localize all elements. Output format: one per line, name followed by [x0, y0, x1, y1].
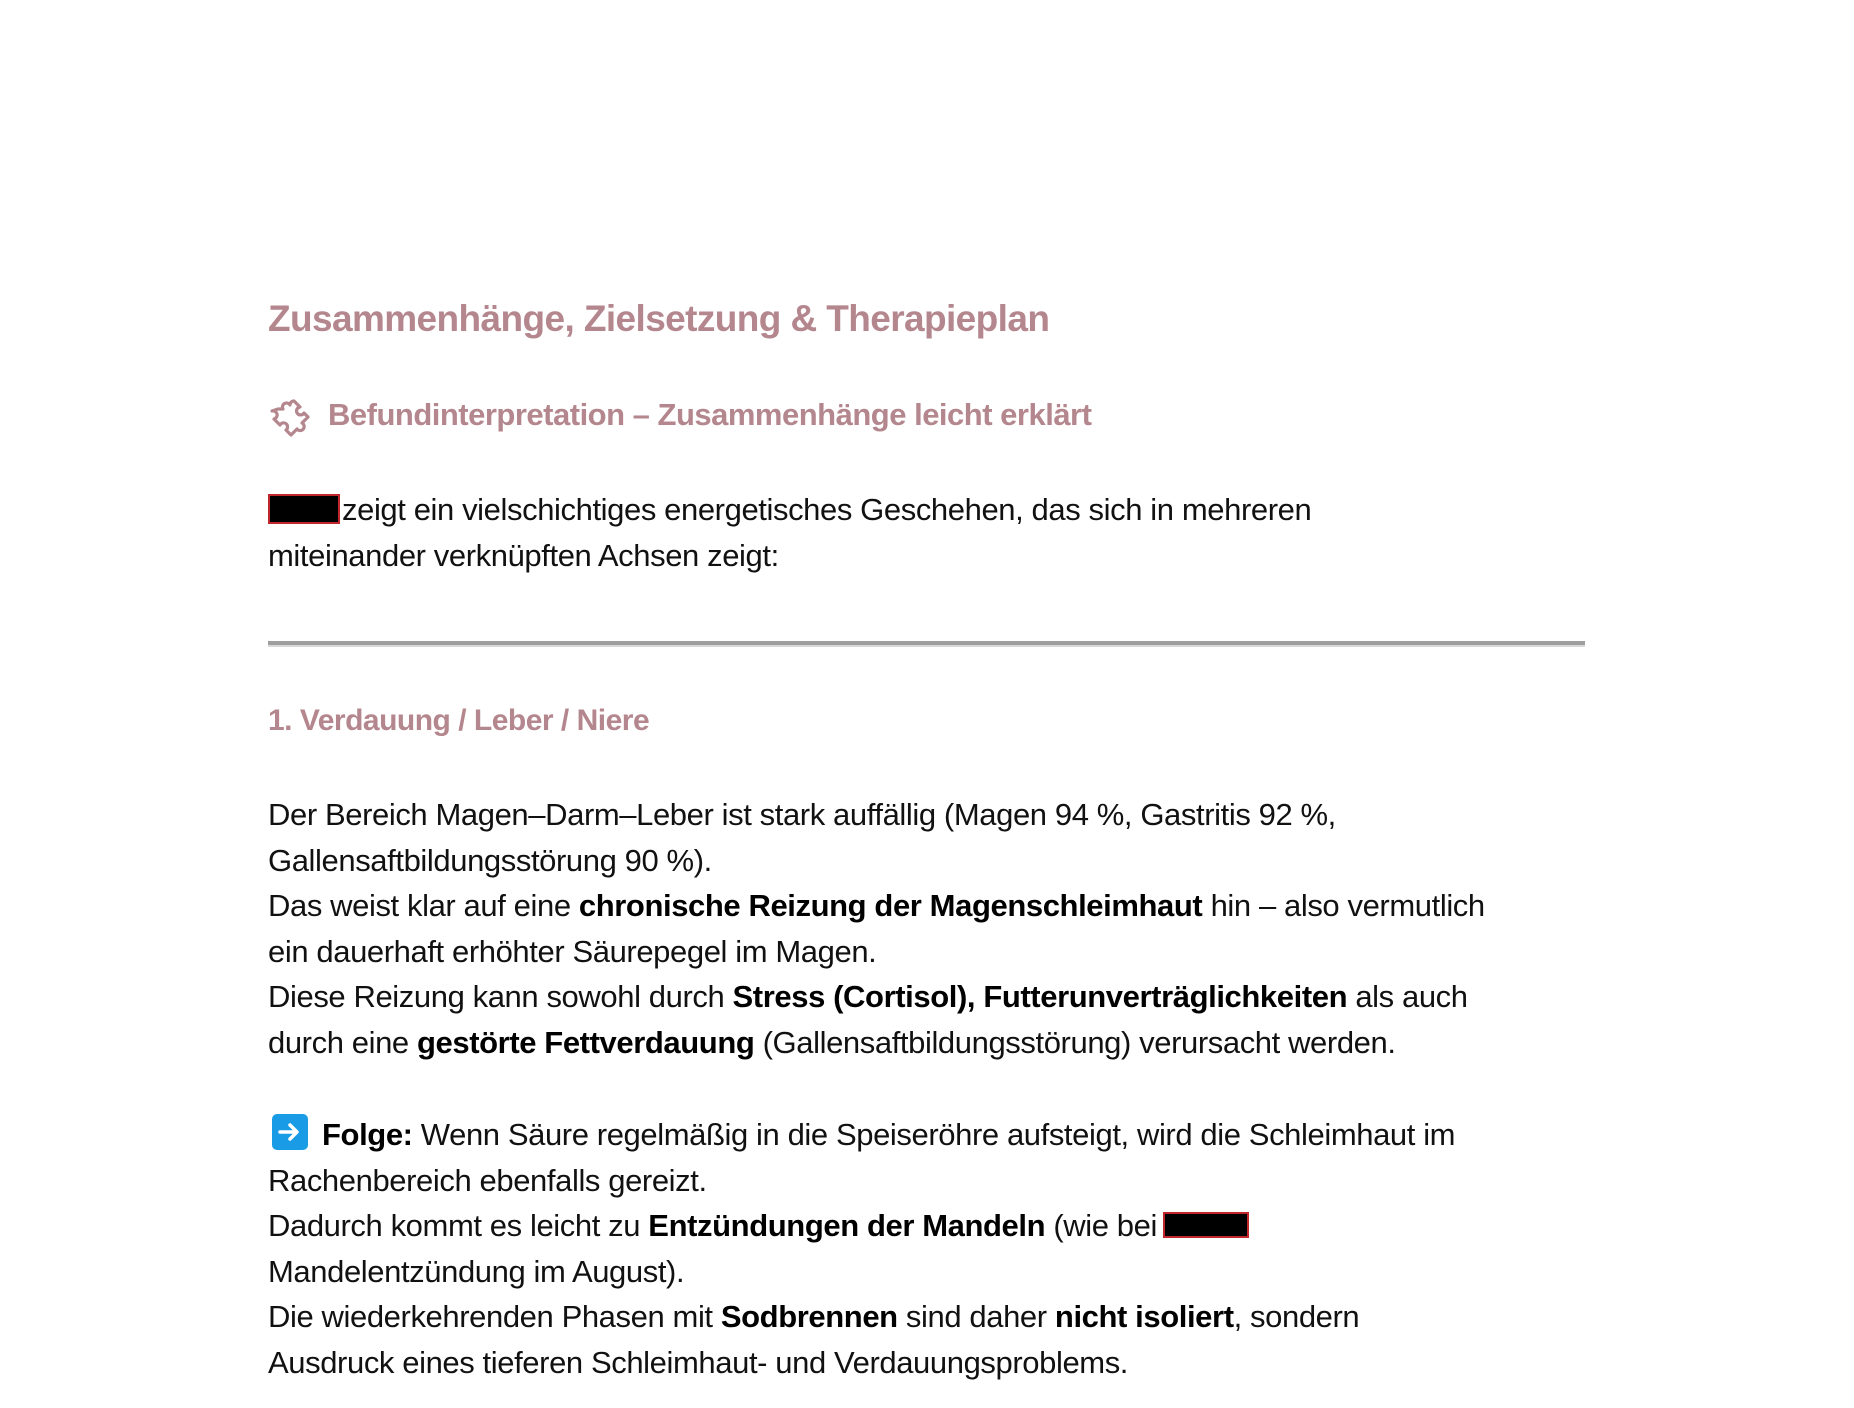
text-line: Diese Reizung kann sowohl durch Stress (Cortisol), Futterunverträglichkeiten als auch: [268, 979, 1468, 1014]
text-line: Gallensaftbildungsstörung 90 %).: [268, 842, 712, 878]
text-line: Ausdruck eines tieferen Schleimhaut- und Verdauungsproblems.: [268, 1344, 1129, 1380]
text-line: Rachenbereich ebenfalls gereizt.: [268, 1162, 707, 1198]
emphasis: gestörte Fettverdauung: [416, 1024, 755, 1060]
section-subtitle: [268, 393, 1091, 437]
redacted-name: [268, 494, 340, 524]
intro-paragraph: [268, 487, 1608, 578]
emphasis: Sodbrennen: [720, 1299, 898, 1334]
emphasis: nicht isoliert: [1054, 1299, 1234, 1334]
puzzle-icon: [268, 393, 312, 437]
section-heading-verdauung: 1. Verdauung / Leber / Niere: [268, 704, 650, 737]
text-line: Dadurch kommt es leicht zu Entzündungen der Mandeln (wie bei: [268, 1203, 1608, 1249]
page-title: Zusammenhänge, Zielsetzung & Therapieplan: [268, 298, 1050, 339]
text-line: durch eine gestörte Fettverdauung (Gallensaftbildungsstörung) verursacht werden.: [268, 1024, 1396, 1060]
subtitle-text: Befundinterpretation – Zusammenhänge leicht erklärt: [328, 397, 1092, 432]
emphasis: Folge:: [322, 1117, 413, 1152]
redacted-name: [1163, 1212, 1249, 1238]
intro-line-2: miteinander verknüpften Achsen zeigt:: [268, 537, 779, 573]
text-line: Die wiederkehrenden Phasen mit Sodbrennen sind daher nicht isoliert, sondern: [268, 1299, 1360, 1334]
emphasis: Stress (Cortisol), Futterunverträglichkeiten: [732, 979, 1348, 1014]
text-line: Folge: Wenn Säure regelmäßig in die Speiseröhre aufsteigt, wird die Schleimhaut im: [268, 1112, 1608, 1158]
consequence-paragraph: [268, 1112, 1608, 1385]
intro-line-1: zeigt ein vielschichtiges energetisches Geschehen, das sich in mehreren: [268, 487, 1608, 533]
text-line: Das weist klar auf eine chronische Reizung der Magenschleimhaut hin – also vermutlich: [268, 888, 1485, 923]
horizontal-divider: [268, 641, 1585, 647]
findings-paragraph: [268, 792, 1608, 1065]
right-arrow-icon: [272, 1114, 308, 1150]
emphasis: chronische Reizung der Magenschleimhaut: [578, 888, 1203, 923]
emphasis: Entzündungen der Mandeln: [648, 1208, 1046, 1243]
text-line: Der Bereich Magen–Darm–Leber ist stark auffällig (Magen 94 %, Gastritis 92 %,: [268, 797, 1336, 832]
text-line: ein dauerhaft erhöhter Säurepegel im Magen.: [268, 933, 877, 969]
text-line: Mandelentzündung im August).: [268, 1253, 685, 1289]
